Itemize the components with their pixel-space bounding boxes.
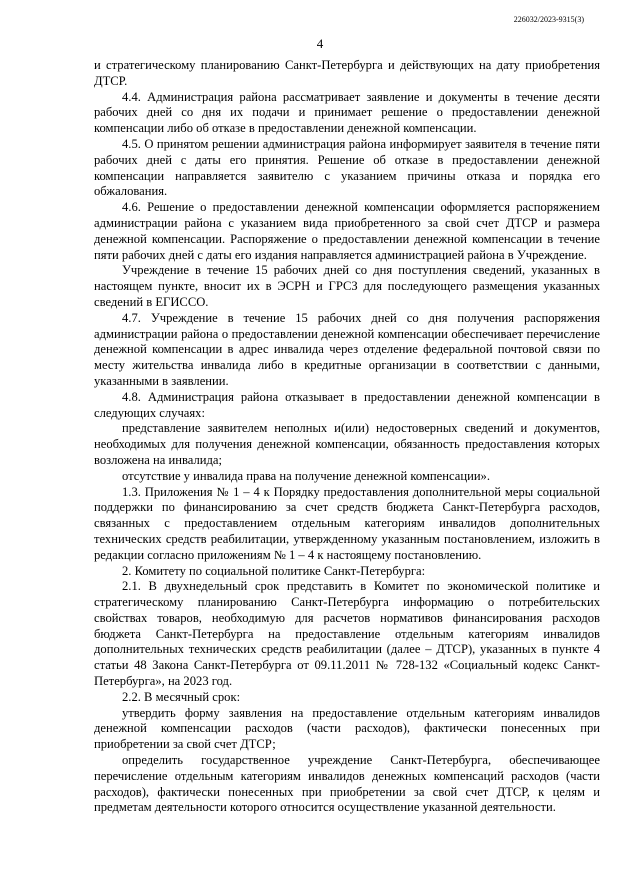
paragraph-2-1: 2.1. В двухнедельный срок представить в Комитет по экономической политике и стратегическому планированию Санкт-Петербурга информацию о потребительских свойствах товаров, необходимую для расчетов нормативов финансирования расходов бюджета Санкт-Петербурга на предоставление отдельным категориям инвалидов дополнительных технических средств реабилитации (далее – ДТСР), указанных в пункте 4 статьи 48 Закона Санкт-Петербурга от 09.11.2011 № 728-132 «Социальный кодекс Санкт-Петербурга», на 2023 год. xyxy=(94,579,600,689)
document-body xyxy=(94,58,600,816)
paragraph-4-4: 4.4. Администрация района рассматривает заявление и документы в течение десяти рабочих дней со дня их подачи и принимает решение о предоставлении денежной компенсации либо об отказе в предоставлении денежной компенсации. xyxy=(94,89,600,136)
paragraph-2: 2. Комитету по социальной политике Санкт-Петербурга: xyxy=(122,563,426,578)
paragraph-define-institution: определить государственное учреждение Санкт-Петербурга, обеспечивающее перечисление отдельным категориям инвалидов денежных компенсаций расходов (части расходов), фактически понесенных при приобретении за свой счет ДТСР, к целям и предметам деятельности которого относится осуществление указанной деятельности. xyxy=(94,753,600,815)
paragraph-1-3: 1.3. Приложения № 1 – 4 к Порядку предоставления дополнительной меры социальной поддержки по финансированию за счет средств бюджета Санкт-Петербурга расходов, связанных с предоставлением отдельным категориям инвалидов дополнительных технических средств реабилитации, утвержденному указанным постановлением, изложить в редакции согласно приложениям № 1 – 4 к настоящему постановлению. xyxy=(94,484,600,562)
page-number: 4 xyxy=(316,36,324,51)
document-registration-number: 226032/2023-9315(3) xyxy=(513,15,584,24)
paragraph-4-7: 4.7. Учреждение в течение 15 рабочих дней со дня получения распоряжения администрации района о предоставлении денежной компенсации обеспечивает перечисление денежной компенсации в адрес инвалида через отделение федеральной почтовой связи по месту жительства инвалида либо в кредитные организации в соответствии с данными, указанными в заявлении. xyxy=(94,310,600,388)
paragraph-4-5: 4.5. О принятом решении администрация района информирует заявителя в течение пяти рабочих дней с даты его принятия. Решение об отказе в предоставлении денежной компенсации направляется заявителю с указанием причины отказа и порядка его обжалования. xyxy=(94,136,600,199)
paragraph-refusal-reason-2: отсутствие у инвалида права на получение денежной компенсации». xyxy=(122,468,490,483)
paragraph-approve-form: утвердить форму заявления на предоставление отдельным категориям инвалидов денежной компенсации расходов (части расходов), фактически понесенных при приобретении за свой счет ДТСР; xyxy=(94,705,600,752)
paragraph-refusal-reason-1: представление заявителем неполных и(или) недостоверных сведений и документов, необходимых для получения денежной компенсации, обязанность предоставления которых возложена на инвалида; xyxy=(94,421,600,467)
paragraph-4-8: 4.8. Администрация района отказывает в предоставлении денежной компенсации в следующих случаях: xyxy=(94,389,600,420)
paragraph-2-2: 2.2. В месячный срок: xyxy=(122,689,241,704)
paragraph-continuation: и стратегическому планированию Санкт-Петербурга и действующих на дату приобретения ДТСР. xyxy=(94,58,600,88)
paragraph-4-6: 4.6. Решение о предоставлении денежной компенсации оформляется распоряжением администрации района с указанием вида приобретенного за свой счет ДТСР и размера денежной компенсации. Распоряжение о предоставлении денежной компенсации в течение пяти рабочих дней с даты его издания направляется администрацией района в Учреждение. xyxy=(94,200,600,262)
paragraph-institution-data: Учреждение в течение 15 рабочих дней со дня поступления сведений, указанных в настоящем пункте, вносит их в ЭСРН и ГРСЗ для последующего размещения указанных сведений в ЕГИССО. xyxy=(94,263,600,309)
